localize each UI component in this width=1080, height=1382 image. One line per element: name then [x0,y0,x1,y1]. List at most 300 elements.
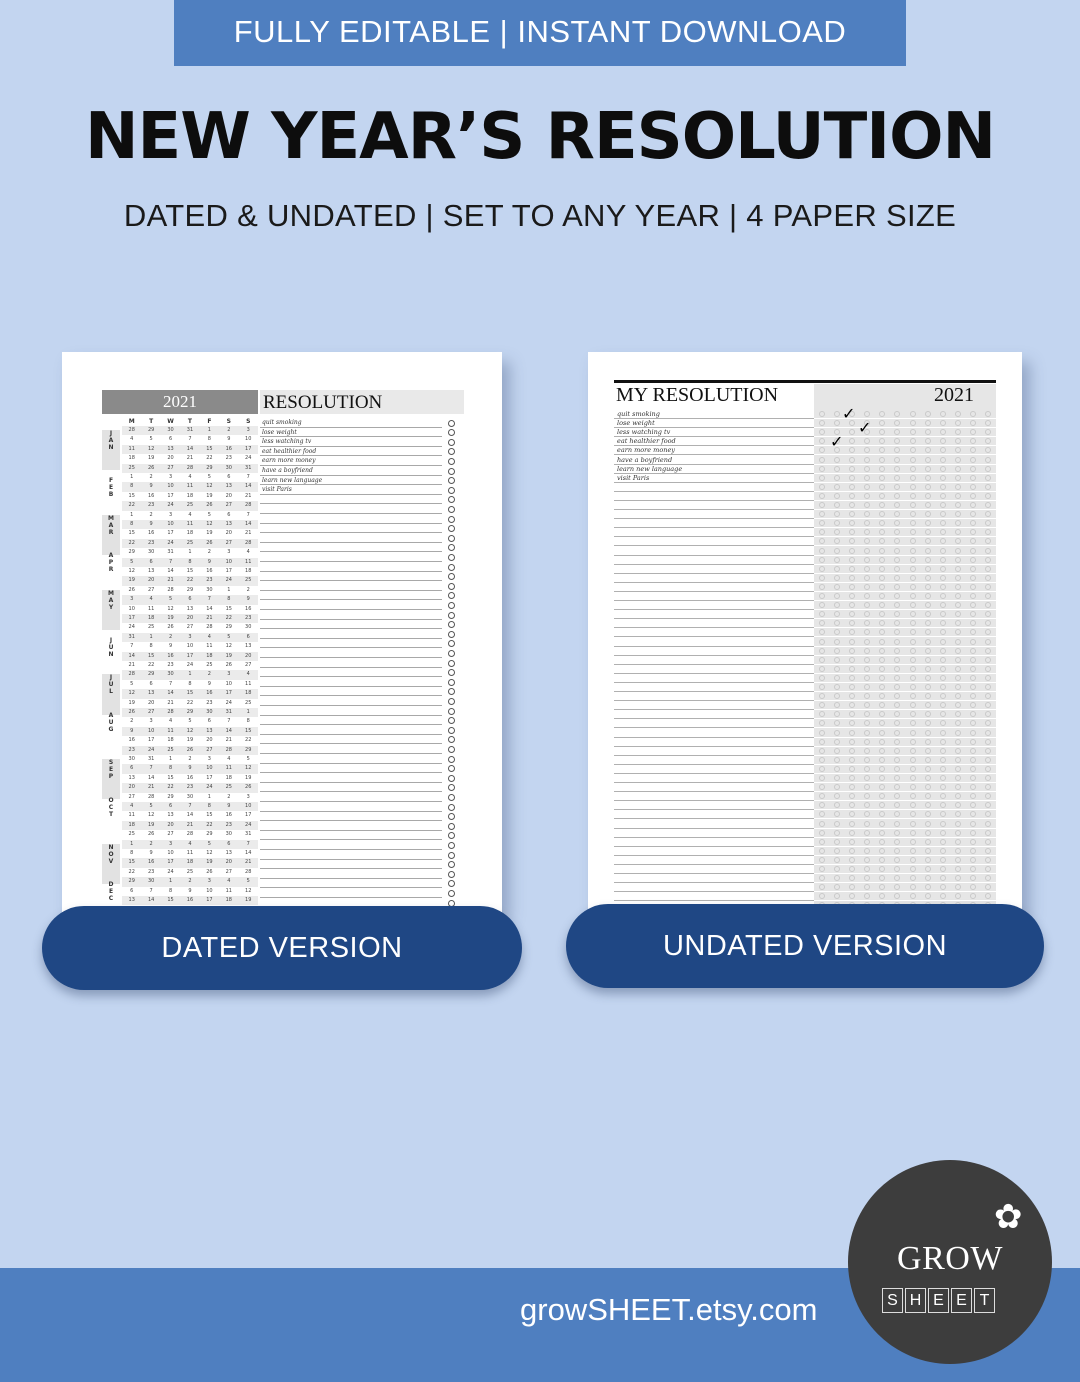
tracker-dot [894,766,900,772]
tracker-dot [910,657,916,663]
calendar-day: 19 [206,492,213,499]
calendar-day: 19 [245,897,252,903]
tracker-dot [925,711,931,717]
calendar-day: 16 [225,445,232,452]
calendar-week-row [122,464,258,473]
calendar-day: 15 [147,652,155,659]
tracker-dot [940,748,946,754]
tracker-dot [879,520,885,526]
logo-letter: H [905,1288,926,1313]
resolution-line [614,774,814,783]
calendar-day: 7 [246,840,250,847]
tracker-dot [940,730,946,736]
resolution-line [614,556,814,565]
tracker-dot [985,811,991,817]
tracker-dot [910,593,916,599]
calendar-day: 12 [147,812,155,819]
calendar-day: 9 [188,765,192,772]
checkbox-circle-icon [448,640,455,647]
tracker-dot [864,629,870,635]
tracker-dot [849,484,855,490]
calendar-day: 30 [206,709,213,715]
tracker-dot [985,684,991,690]
tracker-dot [985,629,991,635]
tracker-dot [955,557,961,563]
tracker-dot [985,548,991,554]
calendar-week-row [122,746,258,755]
dated-version-button[interactable]: DATED VERSION [42,906,522,990]
tracker-dot [955,821,961,827]
tracker-dots-row [814,492,996,501]
tracker-dot [955,893,961,899]
tracker-dot [985,775,991,781]
resolution-line [260,888,442,898]
tracker-dot [894,602,900,608]
checkbox-circle-icon [448,852,455,859]
calendar-day: 7 [246,474,250,480]
calendar-day: 25 [128,831,135,838]
tracker-dot [834,811,840,817]
tracker-dots-row [814,847,996,856]
checkbox-circle-icon [448,429,455,436]
checkbox-circle-icon [448,468,455,475]
tracker-dots-row [814,510,996,519]
calendar-day: 28 [167,709,174,715]
tracker-dot [819,711,825,717]
tracker-dot [955,566,961,572]
tracker-dot [834,711,840,717]
tracker-dot [940,602,946,608]
tracker-dot [970,693,976,699]
tracker-dot [925,629,931,635]
tracker-dot [894,538,900,544]
checkbox-circle-icon [448,535,455,542]
month-label: M A Y [102,590,120,630]
tracker-dot [910,475,916,481]
weekday-label: S [226,418,231,425]
tracker-dot [819,684,825,690]
tracker-dot [864,639,870,645]
tracker-dots-row [814,892,996,901]
calendar-day: 18 [245,568,252,574]
tracker-dot [834,866,840,872]
tracker-dot [985,557,991,563]
resolution-line [614,874,814,883]
tracker-dot [819,811,825,817]
tracker-dot [925,557,931,563]
tracker-dot [849,666,855,672]
tracker-dot [925,802,931,808]
checkbox-circle-icon [448,621,455,628]
tracker-dot [879,557,885,563]
dated-resolution-list [260,418,464,908]
tracker-dot [970,520,976,526]
tracker-dot [894,821,900,827]
resolution-line [260,428,442,438]
tracker-dot [910,739,916,745]
calendar-day: 26 [206,502,213,509]
calendar-week-row [122,896,258,905]
calendar-day: 16 [147,530,155,537]
tracker-dot [819,739,825,745]
calendar-day: 12 [167,605,174,612]
calendar-day: 11 [206,643,213,650]
calendar-day: 1 [188,671,192,678]
logo-letter: S [882,1288,903,1313]
calendar-day: 18 [186,530,194,537]
tracker-dot [849,529,855,535]
resolution-line [260,869,442,879]
resolution-text: have a boyfriend [617,455,673,464]
tracker-dot [985,475,991,481]
calendar-day: 16 [128,737,135,744]
calendar-week-row [122,840,258,849]
tracker-dot [819,620,825,626]
checkbox-circle-icon [448,573,455,580]
checkbox-circle-icon [448,775,455,782]
checkbox-circle-icon [448,679,455,686]
tracker-dot [834,511,840,517]
tracker-dot [849,466,855,472]
tracker-dot [864,548,870,554]
tracker-dot [985,611,991,617]
tracker-dot [955,748,961,754]
tracker-dot [849,657,855,663]
tracker-dot [849,429,855,435]
undated-year: 2021 [934,384,974,406]
calendar-day: 24 [167,502,174,509]
tracker-dot [940,438,946,444]
calendar-week-row [122,670,258,679]
tracker-dot [894,566,900,572]
tracker-dot [849,839,855,845]
calendar-day: 1 [130,474,134,480]
calendar-day: 9 [227,803,231,809]
tracker-dot [849,593,855,599]
tracker-dot [925,484,931,490]
calendar-day: 14 [206,605,213,612]
tracker-dot [910,866,916,872]
calendar-day: 10 [147,727,155,734]
resolution-line [614,592,814,601]
tracker-dot [894,757,900,763]
tracker-dot [834,884,840,890]
month-label: A P R [108,552,114,574]
tracker-dot [955,457,961,463]
tracker-dots-row [814,874,996,883]
resolution-line [614,519,814,528]
resolution-line [614,456,814,465]
top-banner: FULLY EDITABLE | INSTANT DOWNLOAD [174,0,906,66]
tracker-dot [970,529,976,535]
tracker-dot [864,557,870,563]
calendar-day: 31 [128,633,135,640]
calendar-week-row [122,426,258,435]
calendar-day: 10 [225,680,232,687]
calendar-day: 6 [227,511,231,518]
tracker-dot [970,811,976,817]
month-label: F E B [108,477,114,498]
tracker-dot [864,784,870,790]
tracker-dot [985,802,991,808]
tracker-dot [864,857,870,863]
calendar-day: 2 [246,586,250,593]
calendar-day: 26 [167,624,174,631]
tracker-dot [910,520,916,526]
calendar-day: 6 [188,596,192,603]
tracker-dot [849,757,855,763]
tracker-dot [925,848,931,854]
calendar-day: 3 [168,840,173,847]
tracker-dot [985,520,991,526]
tracker-dot [985,793,991,799]
calendar-day: 14 [167,568,174,574]
resolution-line [260,418,442,428]
calendar-day: 6 [246,633,250,640]
calendar-day: 31 [245,831,252,838]
calendar-day: 14 [186,445,194,452]
calendar-week-row [122,501,258,510]
tracker-dot [834,784,840,790]
tracker-dot [985,884,991,890]
tracker-dot [925,784,931,790]
calendar-day: 23 [225,455,232,462]
tracker-dot [849,475,855,481]
logo-letter: E [951,1288,972,1313]
tracker-dot [879,593,885,599]
tracker-dot [834,675,840,681]
resolution-line [260,735,442,745]
calendar-day: 6 [227,840,231,847]
resolution-line [614,628,814,637]
tracker-dot [894,475,900,481]
tracker-dot [955,775,961,781]
tracker-dot [940,821,946,827]
tracker-dot [879,566,885,572]
resolution-line [260,533,442,543]
tracker-dot [970,775,976,781]
tracker-dot [879,611,885,617]
calendar-day: 23 [167,662,174,668]
calendar-day: 17 [206,774,213,781]
calendar-day: 1 [188,549,192,556]
calendar-day: 2 [188,756,192,762]
tracker-dot [864,711,870,717]
resolution-line [260,466,442,476]
calendar-day: 24 [225,699,232,706]
tracker-dot [910,538,916,544]
tracker-dot [940,711,946,717]
tracker-dot [940,693,946,699]
tracker-dot [894,830,900,836]
tracker-dot [925,830,931,836]
checkbox-circle-icon [448,612,455,619]
calendar-day: 12 [128,690,135,697]
calendar-day: 29 [147,427,155,433]
tracker-dot [940,411,946,417]
checkbox-circle-icon [448,698,455,705]
tracker-dot [910,730,916,736]
shop-link[interactable]: growSHEET.etsy.com [520,1292,818,1327]
calendar-day: 12 [245,765,252,772]
checkbox-circle-icon [448,496,455,503]
tracker-dot [955,648,961,654]
tracker-dot [955,593,961,599]
tracker-dot [819,475,825,481]
resolution-line [614,446,814,455]
calendar-day: 18 [206,652,213,659]
tracker-dot [819,411,825,417]
tracker-dot [955,429,961,435]
tracker-dots-row [814,638,996,647]
resolution-line [260,456,442,466]
tracker-dot [985,711,991,717]
tracker-dot [834,411,840,417]
tracker-dot [819,775,825,781]
resolution-text: quit smoking [262,419,302,426]
tracker-dot [894,639,900,645]
tracker-dot [879,875,885,881]
checkbox-circle-icon [448,660,455,667]
calendar-week-row [122,661,258,670]
tracker-dot [879,811,885,817]
calendar-day: 27 [206,746,213,753]
checkbox-circle-icon [448,727,455,734]
calendar-day: 13 [147,568,155,574]
calendar-day: 9 [207,680,211,687]
calendar-day: 9 [149,521,153,527]
tracker-dot [925,684,931,690]
tracker-dot [864,602,870,608]
calendar-day: 19 [206,530,213,537]
tracker-dot [925,566,931,572]
tracker-dot [864,475,870,481]
tracker-dot [879,602,885,608]
calendar-week-row [122,586,258,595]
tracker-dot [985,511,991,517]
tracker-dot [970,875,976,881]
tracker-dot [834,557,840,563]
calendar-day: 8 [188,558,192,565]
checkmark-icon: ✓ [830,432,844,451]
calendar-day: 11 [245,558,252,565]
tracker-dot [940,666,946,672]
calendar-day: 20 [167,455,174,462]
tracker-dot [985,675,991,681]
tracker-dot [894,720,900,726]
tracker-dot [985,839,991,845]
calendar-day: 27 [167,831,174,838]
tracker-dot [819,784,825,790]
undated-version-button[interactable]: UNDATED VERSION [566,904,1044,988]
calendar-day: 21 [186,821,194,828]
tracker-dot [910,438,916,444]
calendar-day: 9 [168,643,173,650]
tracker-dot [864,793,870,799]
resolution-line [260,648,442,658]
tracker-dot [970,739,976,745]
tracker-dot [970,802,976,808]
tracker-dot [940,520,946,526]
tracker-dot [955,720,961,726]
tracker-dot [985,757,991,763]
tracker-dot [910,566,916,572]
resolution-line [260,821,442,831]
tracker-dot [894,702,900,708]
tracker-dot [940,793,946,799]
calendar-day: 15 [128,492,135,499]
calendar-day: 25 [147,624,155,631]
tracker-dot [819,566,825,572]
tracker-dot [879,857,885,863]
tracker-dot [834,739,840,745]
tracker-dot [864,447,870,453]
tracker-dot [849,575,855,581]
calendar-day: 10 [167,850,174,856]
calendar-day: 31 [225,709,232,715]
tracker-dot [970,602,976,608]
tracker-dot [834,611,840,617]
calendar-day: 6 [227,474,231,480]
tracker-dot [970,639,976,645]
tracker-dot [864,730,870,736]
calendar-day: 26 [206,868,213,875]
tracker-dot [819,848,825,854]
resolution-line [260,706,442,716]
tracker-dot [879,748,885,754]
tracker-dot [925,639,931,645]
resolution-line [614,565,814,574]
resolution-line [614,474,814,483]
tracker-dot [864,566,870,572]
calendar-day: 20 [147,699,155,706]
calendar-day: 23 [147,502,155,509]
tracker-dot [819,611,825,617]
tracker-dot [955,538,961,544]
resolution-line [260,754,442,764]
tracker-dot [925,429,931,435]
checkbox-circle-icon [448,439,455,446]
tracker-dot [910,711,916,717]
calendar-day: 16 [147,492,155,499]
calendar-day: 29 [147,671,155,678]
tracker-dot [894,866,900,872]
tracker-dot [970,884,976,890]
calendar-day: 3 [149,718,153,725]
calendar-day: 19 [167,615,174,621]
calendar-day: 13 [245,643,252,650]
calendar-day: 27 [147,709,155,715]
calendar-week-row [122,821,258,830]
calendar-day: 26 [245,784,252,791]
tracker-dot [834,493,840,499]
tracker-dot [834,839,840,845]
tracker-dot [834,657,840,663]
calendar-day: 16 [225,812,232,819]
calendar-day: 30 [167,671,174,678]
resolution-line [260,850,442,860]
calendar-day: 15 [167,774,174,781]
tracker-dot [970,684,976,690]
tracker-dot [910,502,916,508]
tracker-dot [864,675,870,681]
resolution-line [260,610,442,620]
resolution-line [614,683,814,692]
tracker-dot [985,821,991,827]
tracker-dot [894,848,900,854]
tracker-dot [955,693,961,699]
tracker-dot [940,784,946,790]
